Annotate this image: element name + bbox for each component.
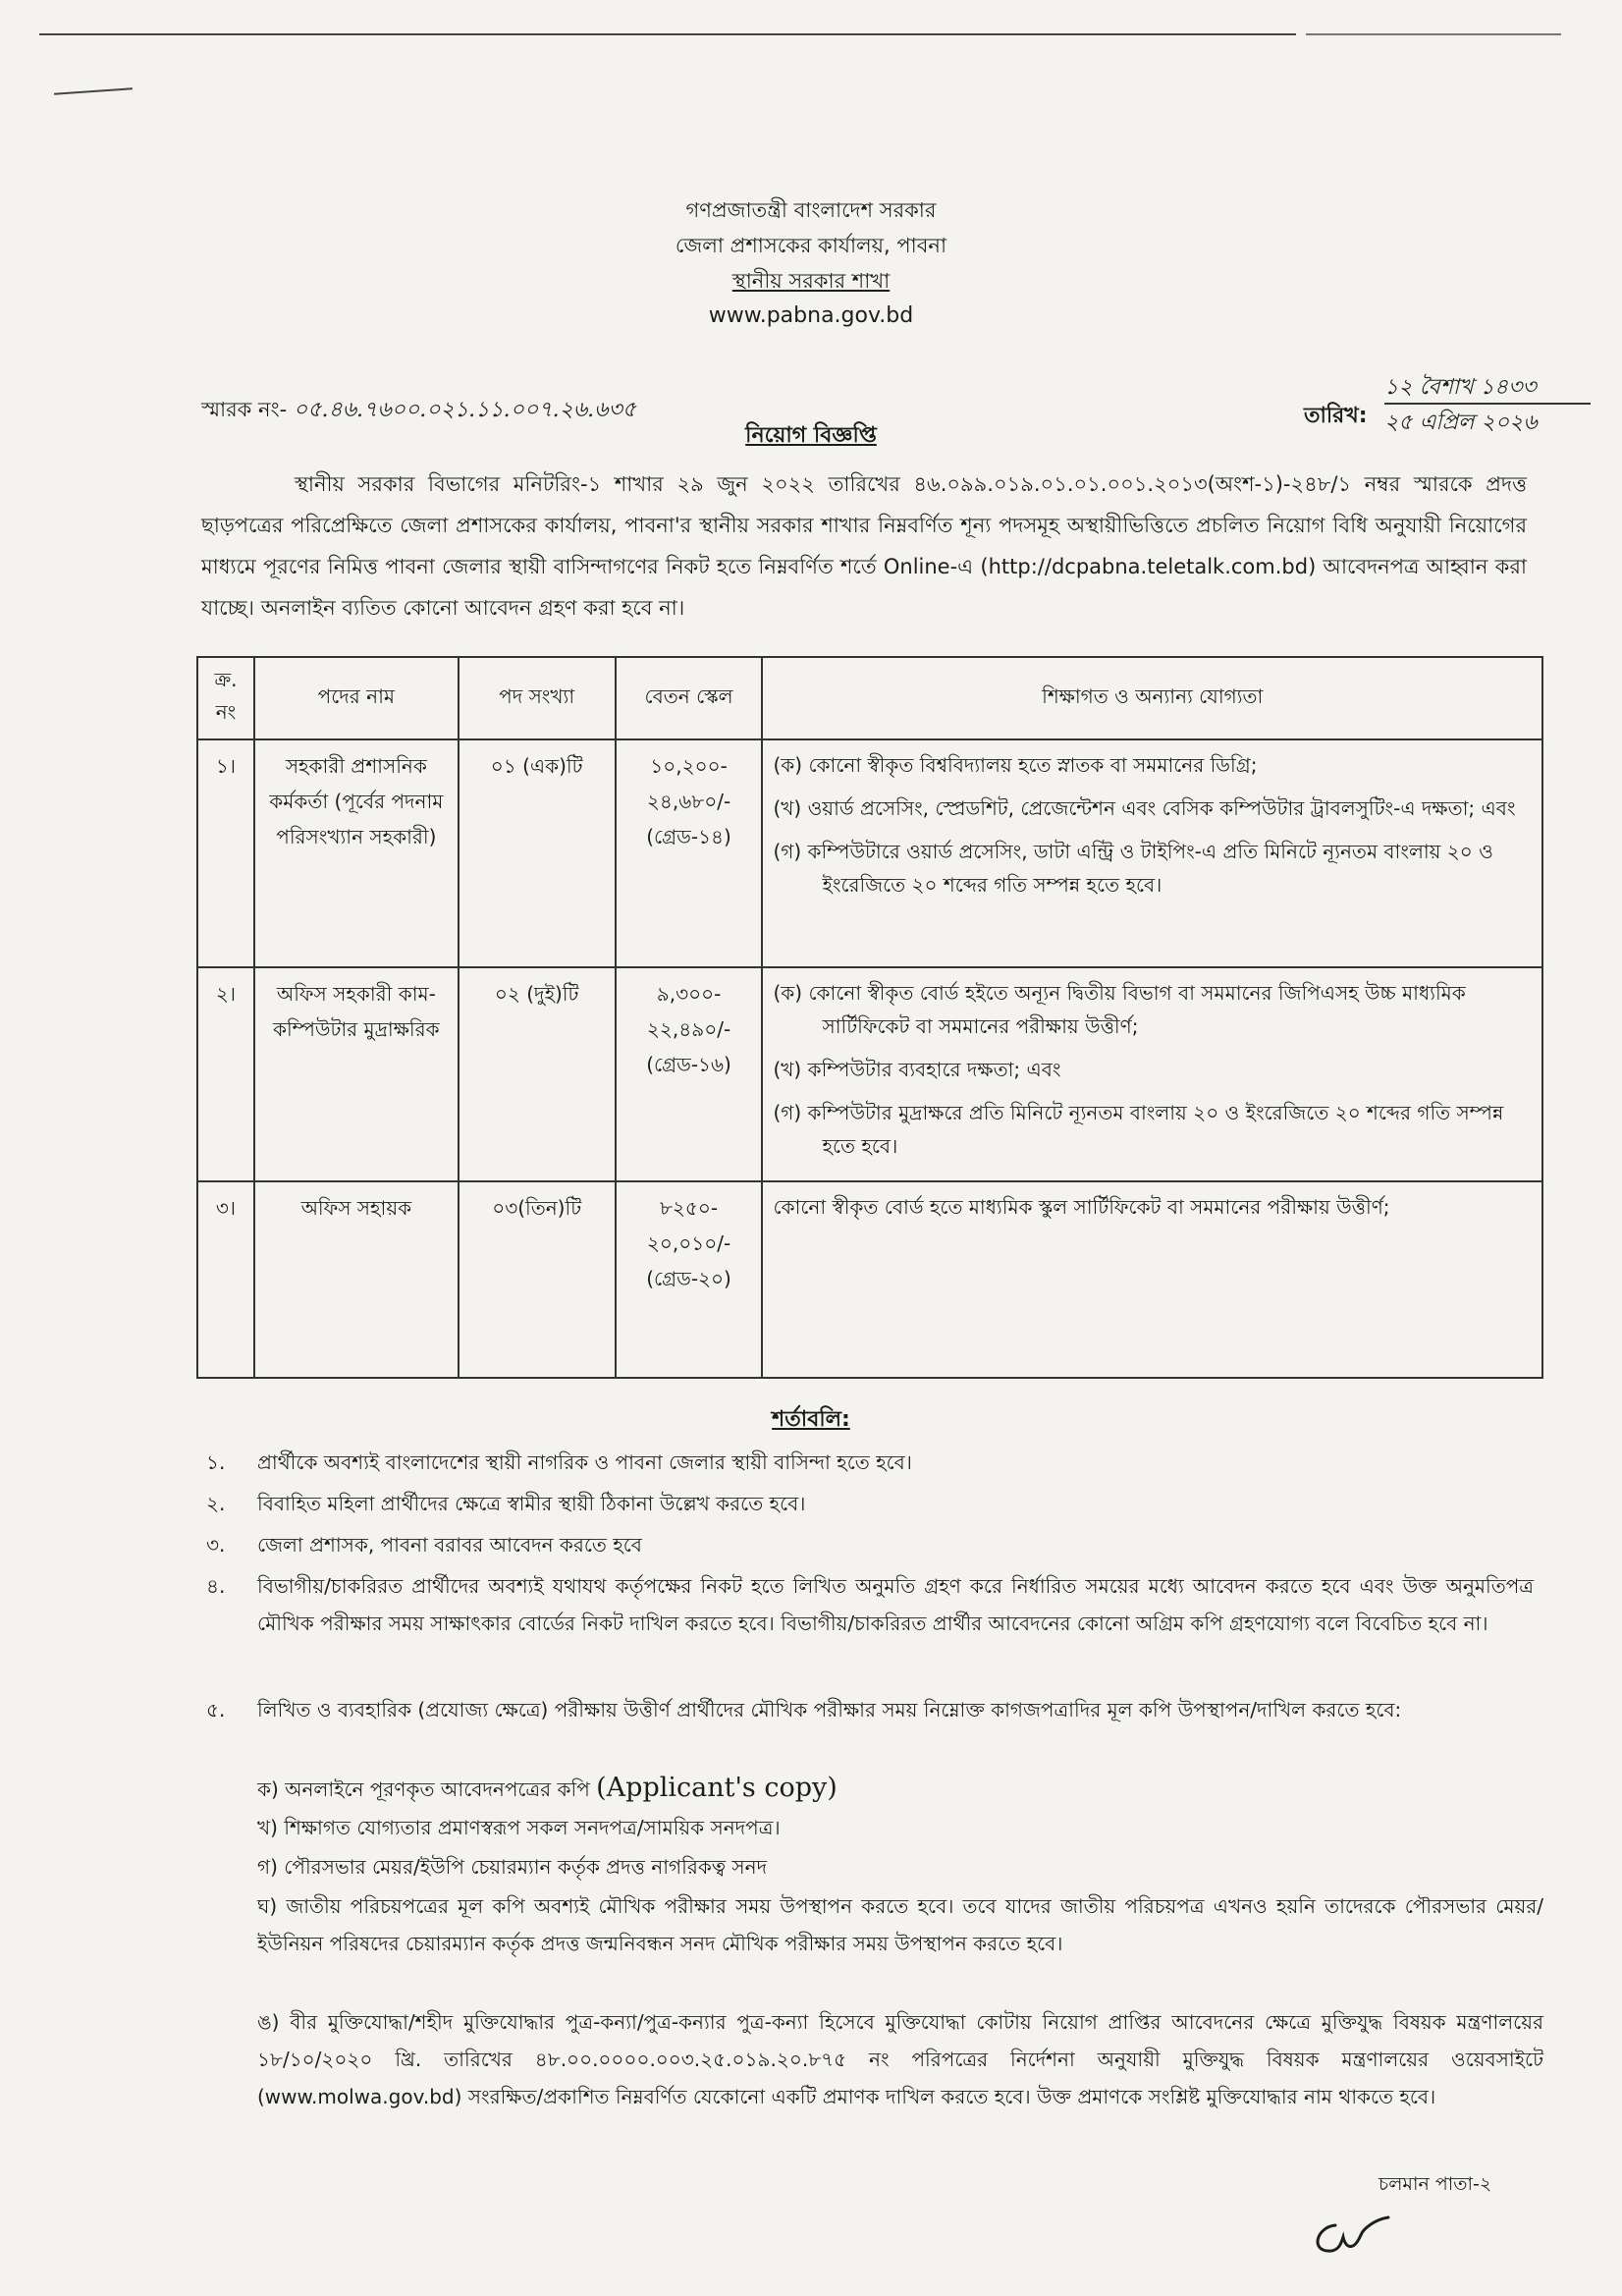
date-english: ২৫ এপ্রিল ২০২৬ [1384,410,1538,435]
term-item [206,1485,1541,1522]
intro-paragraph [201,464,1527,629]
qualification-item: কোনো স্বীকৃত বোর্ড হতে মাধ্যমিক স্কুল সার্টিফিকেট বা সমমানের পরীক্ষায় উত্তীর্ণ; [773,1195,1390,1219]
qualification-item: (খ) ওয়ার্ড প্রসেসিং, স্প্রেডশিট, প্রেজেন্টেশন এবং বেসিক কম্পিউটার ট্রাবলসুটিং-এ দক্ষতা; এবং [773,796,1516,820]
row-post: সহকারী প্রশাসনিক কর্মকর্তা (পূর্বের পদনাম পরিসংখ্যান সহকারী) [254,739,459,967]
term-item [206,1691,1541,1728]
scale-min: ৯,৩০০- [656,982,722,1006]
header-line-government: গণপ্রজাতন্ত্রী বাংলাদেশ সরকার [685,198,937,222]
row-count: ০১ (এক)টি [459,739,616,967]
qualification-item: (গ) কম্পিউটার মুদ্রাক্ষরে প্রতি মিনিটে ন্যূনতম বাংলায় ২০ ও ইংরেজিতে ২০ শব্দের গতি সম্পন্ন হতে হবে। [773,1101,1504,1158]
row-qualification [762,967,1542,1181]
term-text: লিখিত ও ব্যবহারিক (প্রযোজ্য ক্ষেত্রে) পরীক্ষায় উত্তীর্ণ প্রার্থীদের মৌখিক পরীক্ষার সময় নিম্নোক্ত কাগজপত্রাদির মূল কপি উপস্থাপন/দাখিল করতে হবে: [257,1698,1402,1722]
office-header [0,192,1622,334]
row-scale [616,1181,763,1378]
header-scale: বেতন স্কেল [616,657,763,739]
header-qualification: শিক্ষাগত ও অন্যান্য যোগ্যতা [762,657,1542,739]
date-bangla: ১২ বৈশাখ ১৪৩৩ [1384,373,1591,405]
row-scale [616,739,763,967]
row-scale [616,967,763,1181]
term-number: ১. [206,1450,226,1474]
row-serial: ১। [197,739,254,967]
term-item [206,1444,1541,1481]
sub-item-a [257,1770,1543,1808]
row-serial: ২। [197,967,254,1181]
header-website: www.pabna.gov.bd [708,303,914,328]
term-number: ৪. [206,1574,226,1598]
header-post: পদের নাম [254,657,459,739]
sub-item-e: ঙ) বীর মুক্তিযোদ্ধা/শহীদ মুক্তিযোদ্ধার পুত্র-কন্যা/পুত্র-কন্যার পুত্র-কন্যা হিসেবে মুক্তিযোদ্ধা কোটায় নিয়োগ প্রাপ্তির আবেদনের ক্ষেত্রে মুক্তিযুদ্ধ বিষয়ক মন্ত্রণালয়ের ১৮/১০/২০২০ খ্রি. তারিখের ৪৮.০০.০০০০.০০৩.২৫.০১৯.২০.৮৭৫ নং পরিপত্রের নির্দেশনা অনুযায়ী মুক্তিযুদ্ধ বিষয়ক মন্ত্রণালয়ের ওয়েবসাইটে (www.molwa.gov.bd) সংরক্ষিত/প্রকাশিত নিম্নবর্ণিত যেকোনো একটি প্রমাণক দাখিল করতে হবে। উক্ত প্রমাণকে সংশ্লিষ্ট মুক্তিযোদ্ধার নাম থাকতে হবে। [257,2010,1543,2108]
terms-title: শর্তাবলি: [772,1407,850,1432]
scale-grade: (গ্রেড-১৬) [646,1053,731,1076]
row-qualification [762,1181,1542,1378]
scale-max: ২০,০১০/- [646,1231,731,1255]
term-text: বিভাগীয়/চাকরিরত প্রার্থীদের অবশ্যই যথাযথ কর্তৃপক্ষের নিকট হতে লিখিত অনুমতি গ্রহণ করে নির্ধারিত সময়ের মধ্যে আবেদন করতে হবে এবং উক্ত অনুমতিপত্র মৌখিক পরীক্ষার সময় সাক্ষাৎকার বোর্ডের নিকট দাখিল করতে হবে। বিভাগীয়/চাকরিরত প্রার্থীর আবেদনের কোনো অগ্রিম কপি গ্রহণযোগ্য বলে বিবেচিত হবে না। [257,1574,1534,1635]
term-text: জেলা প্রশাসক, পাবনা বরাবর আবেদন করতে হবে [257,1533,642,1557]
memo-label: স্মারক নং- [201,398,288,421]
term-number: ২. [206,1492,226,1515]
date-label: তারিখ: [1304,404,1368,428]
vacancy-table [196,656,1543,1379]
continued-page-note: চলমান পাতা-২ [1379,2173,1492,2195]
qualification-item: (খ) কম্পিউটার ব্যবহারে দক্ষতা; এবং [773,1058,1061,1081]
scale-grade: (গ্রেড-২০) [646,1267,731,1290]
sub-item-c: গ) পৌরসভার মেয়র/ইউপি চেয়ারম্যান কর্তৃক প্রদত্ত নাগরিকত্ব সনদ [257,1855,768,1879]
sub-item-a-text: ক) অনলাইনে পূরণকৃত আবেদনপত্রের কপি [257,1777,590,1801]
term-item [206,1526,1541,1563]
header-line-branch: স্থানীয় সরকার শাখা [731,269,891,293]
notice-title: নিয়োগ বিজ্ঞপ্তি [745,423,877,448]
row-post: অফিস সহায়ক [254,1181,459,1378]
header-count: পদ সংখ্যা [459,657,616,739]
sub-item-b: খ) শিক্ষাগত যোগ্যতার প্রমাণস্বরূপ সকল সনদপত্র/সাময়িক সনদপত্র। [257,1816,781,1839]
header-line-office: জেলা প্রশাসকের কার্যালয়, পাবনা [675,234,947,257]
table-header-row [197,657,1542,739]
term-number: ৩. [206,1533,226,1557]
scale-max: ২২,৪৯০/- [646,1017,731,1041]
scan-line-top-right [1306,33,1561,35]
row-count: ০৩(তিন)টি [459,1181,616,1378]
row-count: ০২ (দুই)টি [459,967,616,1181]
scale-min: ১০,২০০- [650,754,728,778]
intro-text: স্থানীয় সরকার বিভাগের মনিটরিং-১ শাখার ২৯ জুন ২০২২ তারিখের ৪৬.০৯৯.০১৯.০১.০১.০০১.২০১৩(অংশ-১)-২৪৮/১ নম্বর স্মারকে প্রদত্ত ছাড়পত্রের পরিপ্রেক্ষিতে জেলা প্রশাসকের কার্যালয়, পাবনা'র স্থানীয় সরকার শাখার নিম্নবর্ণিত শূন্য পদসমূহ অস্থায়ীভিত্তিতে প্রচলিত নিয়োগ বিধি অনুযায়ী নিয়োগের মাধ্যমে পূরণের নিমিত্ত পাবনা জেলার স্থায়ী বাসিন্দাগণের নিকট হতে নিম্নবর্ণিত শর্তে Online-এ (http://dcpabna.teletalk.com.bd) আবেদনপত্র আহ্বান করা যাচ্ছে। অনলাইন ব্যতিত কোনো আবেদন গ্রহণ করা হবে না। [201,472,1527,620]
memo-number: ০৫.৪৬.৭৬০০.০২১.১১.০০৭.২৬.৬৩৫ [293,398,637,422]
table-row [197,1181,1542,1378]
qualification-item: (ক) কোনো স্বীকৃত বোর্ড হইতে অন্যূন দ্বিতীয় বিভাগ বা সমমানের জিপিএসহ উচ্চ মাধ্যমিক সার্টিফিকেট বা সমমানের পরীক্ষায় উত্তীর্ণ; [773,981,1466,1038]
term-text: বিবাহিত মহিলা প্রার্থীদের ক্ষেত্রে স্বামীর স্থায়ী ঠিকানা উল্লেখ করতে হবে। [257,1492,806,1515]
scan-line-corner [54,87,133,95]
scale-grade: (গ্রেড-১৪) [646,825,731,848]
sub-item-a-english: (Applicant's copy) [596,1773,838,1803]
initials-signature [1306,2214,1414,2263]
row-serial: ৩। [197,1181,254,1378]
qualification-item: (ক) কোনো স্বীকৃত বিশ্ববিদ্যালয় হতে স্নাতক বা সমমানের ডিগ্রি; [773,753,1258,777]
qualification-item: (গ) কম্পিউটারে ওয়ার্ড প্রসেসিং, ডাটা এন্ট্রি ও টাইপিং-এ প্রতি মিনিটে ন্যূনতম বাংলায় ২০ ও ইংরেজিতে ২০ শব্দের গতি সম্পন্ন হতে হবে। [773,840,1493,897]
header-serial: ক্র. নং [197,657,254,739]
scan-line-top [39,33,1296,35]
term-number: ৫. [206,1698,226,1722]
row-qualification [762,739,1542,967]
term-text: প্রার্থীকে অবশ্যই বাংলাদেশের স্থায়ী নাগরিক ও পাবনা জেলার স্থায়ী বাসিন্দা হতে হবে। [257,1450,912,1474]
table-row [197,739,1542,967]
table-row [197,967,1542,1181]
scale-min: ৮২৫০- [659,1196,719,1220]
row-post: অফিস সহকারী কাম-কম্পিউটার মুদ্রাক্ষরিক [254,967,459,1181]
scale-max: ২৪,৬৮০/- [646,790,731,813]
sub-item-d: ঘ) জাতীয় পরিচয়পত্রের মূল কপি অবশ্যই মৌখিক পরীক্ষার সময় উপস্থাপন করতে হবে। তবে যাদের জাতীয় পরিচয়পত্র এখনও হয়নি তাদেরকে পৌরসভার মেয়র/ইউনিয়ন পরিষদের চেয়ারম্যান কর্তৃক প্রদত্ত জন্মনিবন্ধন সনদ মৌখিক পরীক্ষার সময় উপস্থাপন করতে হবে। [257,1894,1543,1955]
term-item [206,1567,1541,1642]
